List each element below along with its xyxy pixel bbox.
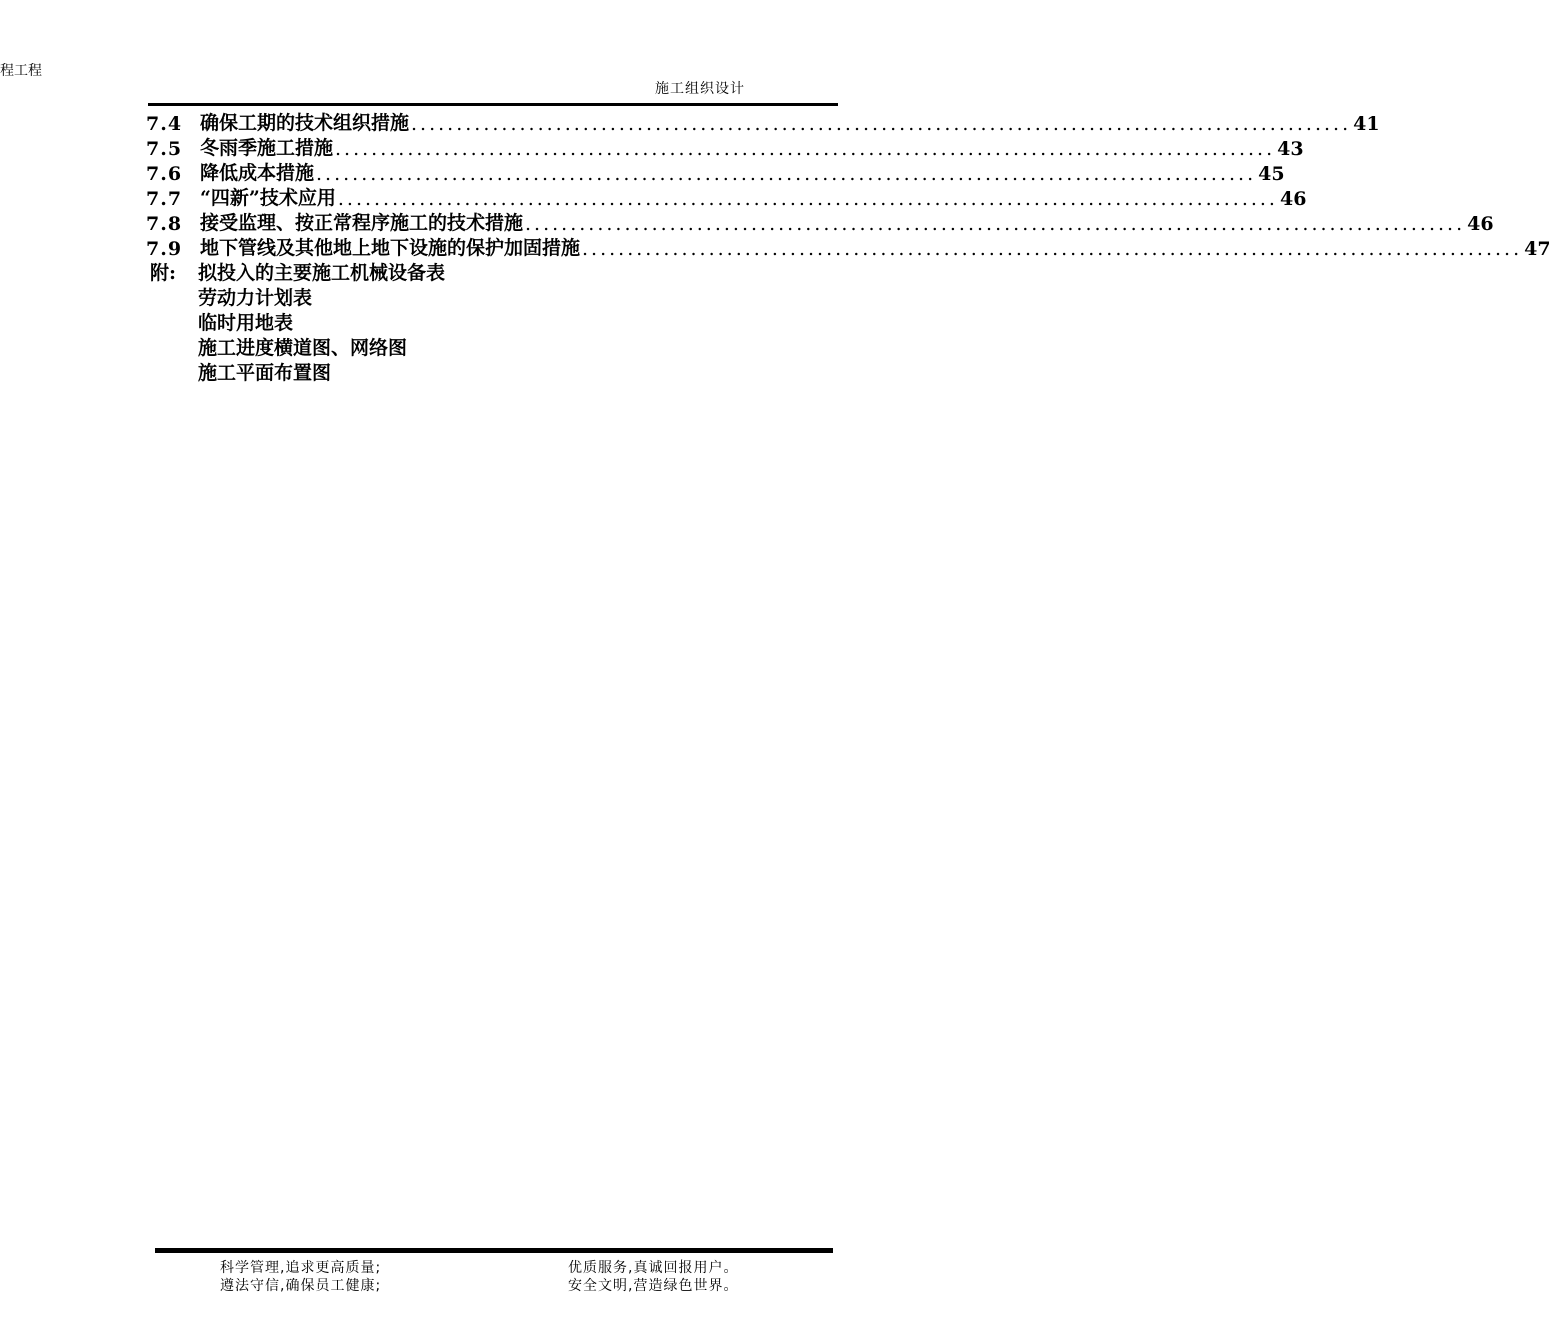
toc-number: 7.5 bbox=[146, 138, 183, 160]
toc-title: 确保工期的技术组织措施 bbox=[200, 112, 410, 134]
toc-page-number: 46 bbox=[1279, 188, 1307, 210]
appendix-item-label: 施工进度横道图、网络图 bbox=[198, 337, 408, 359]
appendix-item bbox=[150, 285, 445, 310]
appendix-prefix: 附: bbox=[150, 262, 177, 284]
toc-row[interactable] bbox=[146, 110, 1380, 135]
appendix-item-label: 临时用地表 bbox=[198, 312, 294, 334]
toc-leader-dots: ........................................................................................................ bbox=[337, 188, 1278, 210]
footer-slogan-1-left: 科学管理,追求更高质量; bbox=[220, 1260, 382, 1276]
header-left-text: 程工程 bbox=[0, 63, 42, 79]
appendix-item-label: 拟投入的主要施工机械设备表 bbox=[198, 262, 446, 284]
header-rule bbox=[148, 103, 838, 106]
toc-leader-dots: ........................................................................................................ bbox=[582, 238, 1523, 260]
toc-page-number: 45 bbox=[1258, 163, 1285, 185]
toc-leader-dots: ........................................................................................................ bbox=[525, 213, 1466, 235]
toc-number: 7.7 bbox=[146, 188, 183, 210]
appendix-item bbox=[150, 360, 445, 385]
toc-title: 接受监理、按正常程序施工的技术措施 bbox=[200, 212, 524, 234]
table-of-contents bbox=[146, 110, 1551, 260]
toc-page-number: 41 bbox=[1353, 113, 1380, 135]
toc-number: 7.4 bbox=[146, 113, 183, 135]
footer-slogan-2-left: 遵法守信,确保员工健康; bbox=[220, 1278, 382, 1294]
footer-slogan-2-right: 安全文明,营造绿色世界。 bbox=[568, 1278, 739, 1294]
toc-row[interactable] bbox=[146, 185, 1307, 210]
appendix-item bbox=[150, 260, 445, 285]
toc-number: 7.9 bbox=[146, 238, 183, 260]
header-title: 施工组织设计 bbox=[655, 81, 745, 97]
toc-title: 冬雨季施工措施 bbox=[200, 137, 334, 159]
toc-page-number: 43 bbox=[1277, 138, 1304, 160]
toc-row[interactable] bbox=[146, 235, 1551, 260]
toc-row[interactable] bbox=[146, 160, 1285, 185]
toc-title: 降低成本措施 bbox=[200, 162, 315, 184]
appendix-item-label: 劳动力计划表 bbox=[198, 287, 313, 309]
footer-rule bbox=[155, 1248, 833, 1253]
toc-number: 7.8 bbox=[146, 213, 183, 235]
toc-row[interactable] bbox=[146, 135, 1304, 160]
toc-page-number: 46 bbox=[1467, 213, 1494, 235]
toc-number: 7.6 bbox=[146, 163, 183, 185]
toc-leader-dots: ........................................................................................................ bbox=[411, 113, 1352, 135]
toc-page-number: 47 bbox=[1524, 238, 1551, 260]
toc-row[interactable] bbox=[146, 210, 1494, 235]
toc-title: 地下管线及其他地上地下设施的保护加固措施 bbox=[200, 237, 581, 259]
toc-title: “四新”技术应用 bbox=[200, 187, 336, 209]
appendix-list bbox=[150, 260, 445, 385]
appendix-item bbox=[150, 310, 445, 335]
appendix-item-label: 施工平面布置图 bbox=[198, 362, 332, 384]
appendix-item bbox=[150, 335, 445, 360]
footer-slogan-1-right: 优质服务,真诚回报用户。 bbox=[568, 1260, 739, 1276]
toc-leader-dots: ........................................................................................................ bbox=[316, 163, 1257, 185]
toc-leader-dots: ........................................................................................................ bbox=[335, 138, 1276, 160]
